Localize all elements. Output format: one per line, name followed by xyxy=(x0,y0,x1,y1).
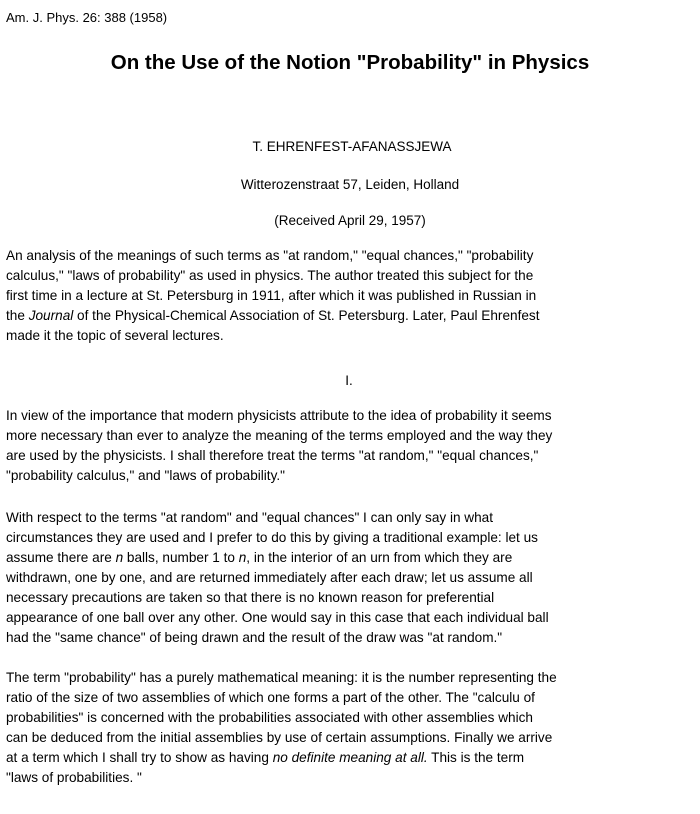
text-run: , in the interior of an urn from which they are xyxy=(246,550,513,565)
author-address: Witterozenstraat 57, Leiden, Holland xyxy=(240,177,460,192)
paragraph-line: The term "probability" has a purely mathematical meaning: it is the number representing the xyxy=(6,670,557,685)
text-run: the xyxy=(6,308,29,323)
variable-n-italic: n xyxy=(238,550,247,565)
abstract-line: first time in a lecture at St. Petersburg in 1911, after which it was published in Russian in xyxy=(6,288,537,303)
paragraph-line: probabilities" is concerned with the probabilities associated with other assemblies which xyxy=(6,710,533,725)
author-name: T. EHRENFEST-AFANASSJEWA xyxy=(252,139,452,154)
paragraph-line: With respect to the terms "at random" and "equal chances" I can only say in what xyxy=(6,510,494,525)
paragraph-line: circumstances they are used and I prefer to do this by giving a traditional example: let us xyxy=(6,530,538,545)
paragraph-line: had the "same chance" of being drawn and the result of the draw was "at random." xyxy=(6,630,503,645)
text-run: at a term which I shall try to show as having xyxy=(6,750,273,765)
abstract-line: calculus," "laws of probability" as used in physics. The author treated this subject for the xyxy=(6,268,534,283)
paragraph-line: are used by the physicists. I shall therefore treat the terms "at random," "equal chances," xyxy=(6,448,539,463)
paragraph-line: more necessary than ever to analyze the meaning of the terms employed and the way they xyxy=(6,428,553,443)
paper-title: On the Use of the Notion "Probability" in Physics xyxy=(110,51,590,74)
text-run: of the Physical-Chemical Association of St. Petersburg. Later, Paul Ehrenfest xyxy=(73,308,540,323)
paragraph-line: can be deduced from the initial assemblies by use of certain assumptions. Finally we arrive xyxy=(6,730,553,745)
abstract-paragraph xyxy=(6,246,696,346)
section-heading xyxy=(0,372,700,390)
body-paragraph-3 xyxy=(6,668,696,788)
text-run: balls, number 1 to xyxy=(123,550,239,565)
paragraph-line: "probability calculus," and "laws of probability." xyxy=(6,468,285,483)
paragraph-line: necessary precautions are taken so that there is no known reason for preferential xyxy=(6,590,495,605)
emphasis-italic: no definite meaning at all. xyxy=(272,750,428,765)
text-run: This is the term xyxy=(427,750,525,765)
section-numeral: I. xyxy=(345,373,353,388)
paragraph-line: "laws of probabilities. " xyxy=(6,770,142,785)
paragraph-line xyxy=(6,748,696,768)
paragraph-line: appearance of one ball over any other. One would say in this case that each individual ball xyxy=(6,610,549,625)
journal-name-italic: Journal xyxy=(28,308,74,323)
abstract-line xyxy=(6,306,696,326)
abstract-line: made it the topic of several lectures. xyxy=(6,328,224,343)
paragraph-line: In view of the importance that modern physicists attribute to the idea of probability it seems xyxy=(6,408,552,423)
variable-n-italic: n xyxy=(115,550,124,565)
abstract-line: An analysis of the meanings of such terms as "at random," "equal chances," "probability xyxy=(6,248,534,263)
journal-citation: Am. J. Phys. 26: 388 (1958) xyxy=(6,10,168,25)
paragraph-line: withdrawn, one by one, and are returned immediately after each draw; let us assume all xyxy=(6,570,533,585)
body-paragraph-1 xyxy=(6,406,696,486)
body-paragraph-2 xyxy=(6,508,696,648)
paragraph-line xyxy=(6,548,696,568)
text-run: assume there are xyxy=(6,550,116,565)
received-date: (Received April 29, 1957) xyxy=(274,213,426,228)
paragraph-line: ratio of the size of two assemblies of which one forms a part of the other. The "calculu of xyxy=(6,690,535,705)
